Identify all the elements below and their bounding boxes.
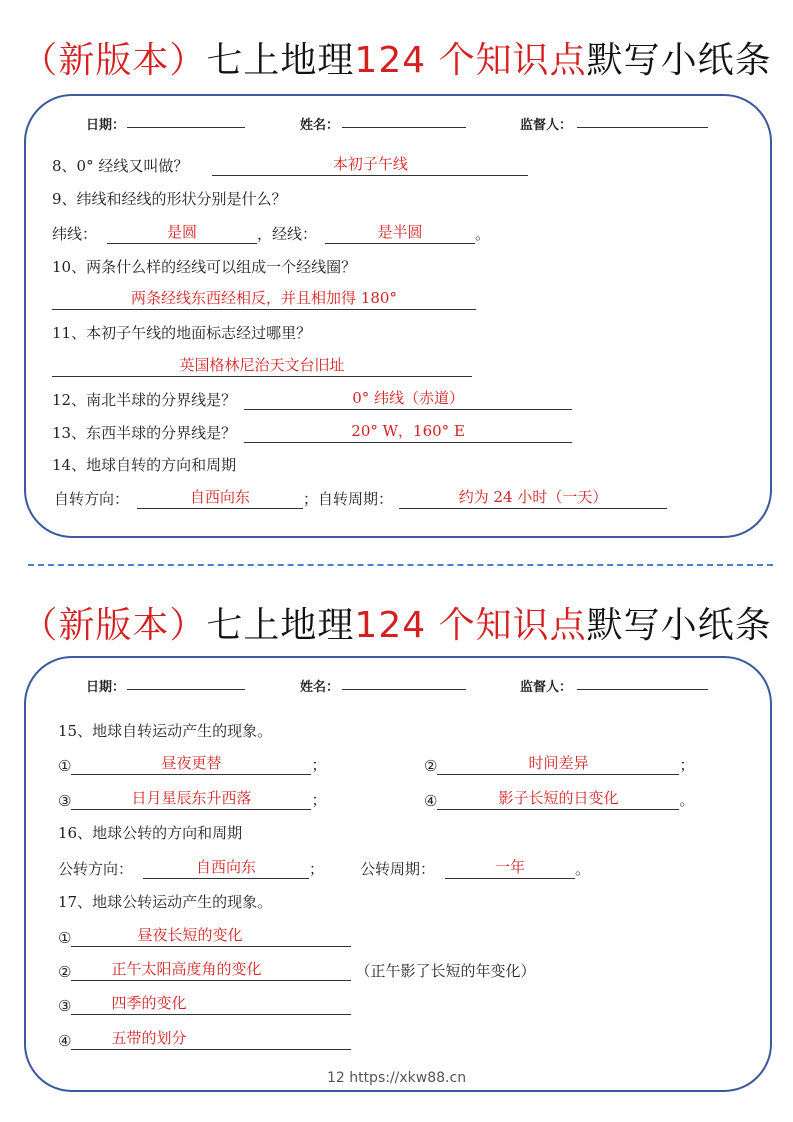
answer-blank[interactable]: 影子长短的日变化 bbox=[437, 788, 679, 810]
q17-item bbox=[58, 925, 351, 947]
date-label: 日期： bbox=[86, 118, 126, 133]
label: 。 bbox=[679, 791, 695, 809]
title-part: 七上地理 bbox=[206, 605, 355, 646]
label: ；自转周期： bbox=[303, 490, 394, 508]
question-text: 13、东西半球的分界线是？ bbox=[52, 424, 237, 442]
answer-blank[interactable]: 正午太阳高度角的变化 bbox=[71, 959, 351, 981]
title-part: 124 个知识点 bbox=[354, 40, 587, 81]
answer-blank[interactable]: 两条经线东西经相反，并且相加得 180° bbox=[52, 288, 476, 310]
note-text: （正午影了长短的年变化） bbox=[355, 962, 536, 980]
item-number: ④ bbox=[424, 792, 438, 810]
question-16-answers bbox=[58, 857, 590, 879]
name-label: 姓名： bbox=[300, 118, 340, 133]
supervisor-field[interactable] bbox=[577, 127, 708, 128]
question-text: 10、两条什么样的经线可以组成一个经线圈？ bbox=[52, 258, 357, 276]
answer-blank[interactable]: 英国格林尼治天文台旧址 bbox=[52, 355, 472, 377]
question-11-answer bbox=[52, 355, 472, 377]
question-10-answer bbox=[52, 288, 476, 310]
question-10 bbox=[52, 256, 356, 277]
item-number: ④ bbox=[58, 1032, 72, 1050]
answer-blank[interactable]: 一年 bbox=[445, 857, 575, 879]
item-number: ③ bbox=[58, 997, 72, 1015]
supervisor-label: 监督人： bbox=[520, 118, 573, 133]
question-17 bbox=[58, 891, 272, 912]
question-15 bbox=[58, 720, 272, 741]
page-footer: 12 https://xkw88.cn bbox=[326, 1070, 467, 1086]
item-number: ① bbox=[58, 757, 72, 775]
question-text: 15、地球自转运动产生的现象。 bbox=[58, 722, 273, 740]
question-14 bbox=[52, 454, 236, 475]
answer-blank[interactable]: 日月星辰东升西落 bbox=[71, 788, 311, 810]
answer-blank[interactable]: 自西向东 bbox=[137, 487, 303, 509]
label: 公转周期： bbox=[360, 860, 436, 878]
title-part: 124 个知识点 bbox=[354, 605, 587, 646]
label: ； bbox=[309, 860, 325, 878]
q17-item bbox=[58, 1028, 351, 1050]
title-part: （新版本） bbox=[21, 605, 207, 646]
supervisor-label: 监督人： bbox=[520, 680, 573, 695]
answer-blank[interactable]: 自西向东 bbox=[143, 857, 309, 879]
cut-line bbox=[28, 564, 773, 566]
date-field[interactable] bbox=[127, 127, 245, 128]
label: 公转方向： bbox=[58, 860, 134, 878]
label: 。 bbox=[475, 225, 491, 243]
question-12 bbox=[52, 388, 572, 410]
item-number: ③ bbox=[58, 792, 72, 810]
sheet-title bbox=[0, 32, 793, 83]
name-field[interactable] bbox=[342, 127, 466, 128]
title-part: （新版本） bbox=[21, 40, 207, 81]
supervisor-field[interactable] bbox=[577, 689, 708, 690]
answer-blank[interactable]: 五带的划分 bbox=[71, 1028, 351, 1050]
date-label: 日期： bbox=[86, 680, 126, 695]
q15-item bbox=[424, 788, 694, 810]
title-part: 默写小纸条 bbox=[586, 605, 772, 646]
item-number: ① bbox=[58, 929, 72, 947]
label: 自转方向： bbox=[54, 490, 130, 508]
question-11 bbox=[52, 322, 311, 343]
q17-item bbox=[58, 959, 535, 981]
question-text: 16、地球公转的方向和周期 bbox=[58, 824, 243, 842]
question-text: 8、0° 经线又叫做？ bbox=[52, 157, 189, 175]
question-text: 17、地球公转运动产生的现象。 bbox=[58, 893, 273, 911]
answer-blank[interactable]: 是圆 bbox=[107, 222, 257, 244]
date-field[interactable] bbox=[127, 689, 245, 690]
q17-item bbox=[58, 993, 351, 1015]
question-text: 12、南北半球的分界线是？ bbox=[52, 391, 237, 409]
answer-blank[interactable]: 昼夜长短的变化 bbox=[71, 925, 351, 947]
answer-blank[interactable]: 时间差异 bbox=[437, 753, 679, 775]
answer-blank[interactable]: 20° W，160° E bbox=[244, 421, 572, 443]
name-field[interactable] bbox=[342, 689, 466, 690]
q15-item bbox=[424, 753, 694, 775]
label: 纬线： bbox=[52, 225, 98, 243]
answer-blank[interactable]: 昼夜更替 bbox=[71, 753, 311, 775]
question-14-answers bbox=[54, 487, 667, 509]
label: 。 bbox=[575, 860, 591, 878]
question-text: 14、地球自转的方向和周期 bbox=[52, 456, 237, 474]
q15-item bbox=[58, 788, 326, 810]
item-number: ② bbox=[424, 757, 438, 775]
q15-item bbox=[58, 753, 326, 775]
answer-blank[interactable]: 四季的变化 bbox=[71, 993, 351, 1015]
question-8 bbox=[52, 154, 528, 176]
title-part: 默写小纸条 bbox=[586, 40, 772, 81]
answer-blank[interactable]: 0° 纬线（赤道） bbox=[244, 388, 572, 410]
item-number: ② bbox=[58, 963, 72, 981]
question-text: 9、纬线和经线的形状分别是什么？ bbox=[52, 190, 287, 208]
sheet-title bbox=[0, 597, 793, 648]
label: ； bbox=[311, 791, 327, 809]
question-13 bbox=[52, 421, 572, 443]
answer-blank[interactable]: 本初子午线 bbox=[212, 154, 528, 176]
label: ； bbox=[679, 756, 695, 774]
label: ，经线： bbox=[257, 225, 318, 243]
question-9 bbox=[52, 188, 287, 209]
title-part: 七上地理 bbox=[206, 40, 355, 81]
label: ； bbox=[311, 756, 327, 774]
answer-blank[interactable]: 约为 24 小时（一天） bbox=[399, 487, 667, 509]
name-label: 姓名： bbox=[300, 680, 340, 695]
question-16 bbox=[58, 822, 242, 843]
question-9-answers bbox=[52, 222, 490, 244]
answer-blank[interactable]: 是半圆 bbox=[325, 222, 475, 244]
question-text: 11、本初子午线的地面标志经过哪里？ bbox=[52, 324, 312, 342]
